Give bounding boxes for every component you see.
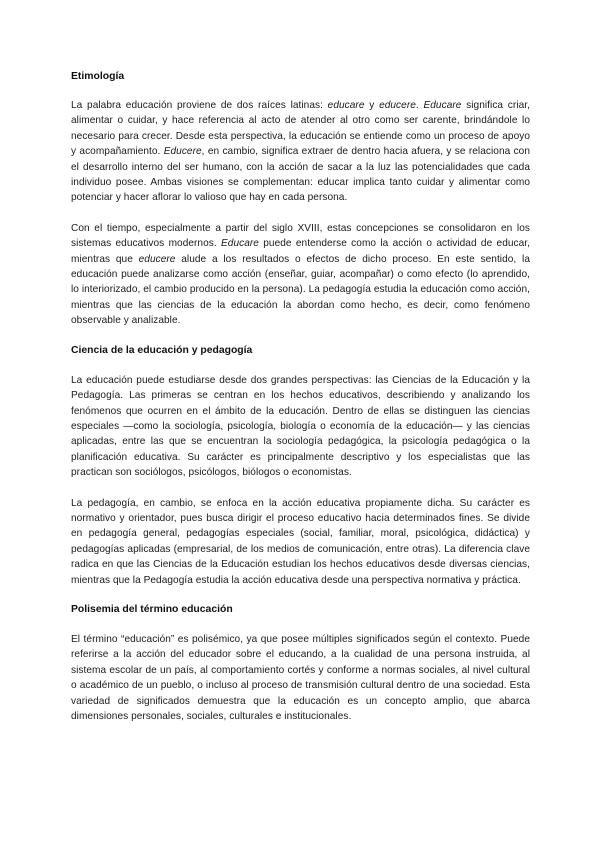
text-run: El término “educación” es polisémico, ya que posee múltiples significados según el contexto. Puede referirse a la acción del educador sobre el educando, a la cualidad de una persona instruida, al sistema escolar de un país, al comportamiento cortés y conforme a normas sociales, al nivel cultural o académico de un pueblo, o incluso al proceso de transmisión cultural dentro de una sociedad. Esta variedad de significados demuestra que la educación es un concepto amplio, que abarca dimensiones personales, sociales, culturales e institucionales. (71, 633, 530, 722)
text-run: Con el tiempo, especialmente a partir del siglo XVIII, estas concepciones se consolidaron en los sistemas educativos modernos. (71, 222, 530, 250)
text-run: alude a los resultados o efectos de dicho proceso. En este sentido, la educación puede analizarse como acción (enseñar, guiar, acompañar) o como efecto (lo aprendido, lo interiorizado, el cambio producido en la persona). La pedagogía estudia la educación como acción, mientras que las ciencias de la educación la abordan como hecho, es decir, como fenómeno observable y analizable. (71, 253, 530, 327)
text-run: La educación puede estudiarse desde dos grandes perspectivas: las Ciencias de la Educación y la Pedagogía. Las primeras se centran en los hechos educativos, describiendo y analizando los fenómenos que ocurren en el ámbito de la educación. Dentro de ellas se distinguen las ciencias especiales —como la sociología, psicología, biología o economía de la educación— y las ciencias aplicadas, entre las que se encuentran la sociología pedagógica, la psicología pedagógica o la planificación educativa. Su carácter es principalmente descriptivo y los especialistas que las practican son sociólogos, psicólogos, biólogos o economistas. (71, 374, 530, 479)
latin-term: Educare (221, 238, 259, 250)
text-run: y (364, 100, 380, 111)
latin-term: Educare (423, 100, 462, 111)
text-run: . (415, 100, 424, 111)
latin-term: educare (327, 100, 365, 111)
paragraph-polisemia-1 (71, 632, 530, 724)
paragraph-ciencia-1 (71, 373, 530, 481)
text-run: significa criar, alimentar o cuidar, y hace referencia al acto de atender al otro como ser carente, brindándole lo necesario para crecer. Desde esta perspectiva, la educación se entiende como un proceso de apoyo y acompañamiento. (71, 100, 530, 158)
paragraph-etimologia-1 (71, 98, 530, 206)
latin-term: Educere (163, 146, 202, 158)
section-title-polisemia: Polisemia del término educación (71, 603, 233, 615)
latin-term: educere (138, 253, 176, 265)
text-run: puede entenderse como la acción o actividad de educar, mientras que (71, 238, 530, 265)
paragraph-ciencia-2 (71, 496, 530, 588)
latin-term: educere (379, 100, 416, 111)
text-run: La pedagogía, en cambio, se enfoca en la acción educativa propiamente dicha. Su carácter es normativo y orientador, pues busca dirigir el proceso educativo hacia determinados fines. Se divide en pedagogía general, pedagogías especiales (social, familiar, moral, psicológica, didáctica) y pedagogías aplicadas (empresarial, de los medios de comunicación, entre otras). La diferencia clave radica en que las Ciencias de la Educación estudian los hechos educativos desde diversas ciencias, mientras que la Pedagogía estudia la acción educativa desde una perspectiva normativa y práctica. (71, 497, 530, 586)
text-run: La palabra educación proviene de dos raíces latinas: (71, 100, 328, 111)
section-title-ciencia: Ciencia de la educación y pedagogía (71, 344, 253, 356)
paragraph-etimologia-2 (71, 221, 530, 329)
section-title-etimologia: Etimología (71, 71, 125, 82)
text-run: , en cambio, significa extraer de dentro hacia afuera, y se relaciona con el desarrollo interno del ser humano, con la acción de sacar a la luz las potencialidades que cada individuo posee. Ambas visiones se complementan: educar implica tanto cuidar y alimentar como potenciar y hacer aflorar lo valioso que hay en cada persona. (71, 146, 530, 204)
